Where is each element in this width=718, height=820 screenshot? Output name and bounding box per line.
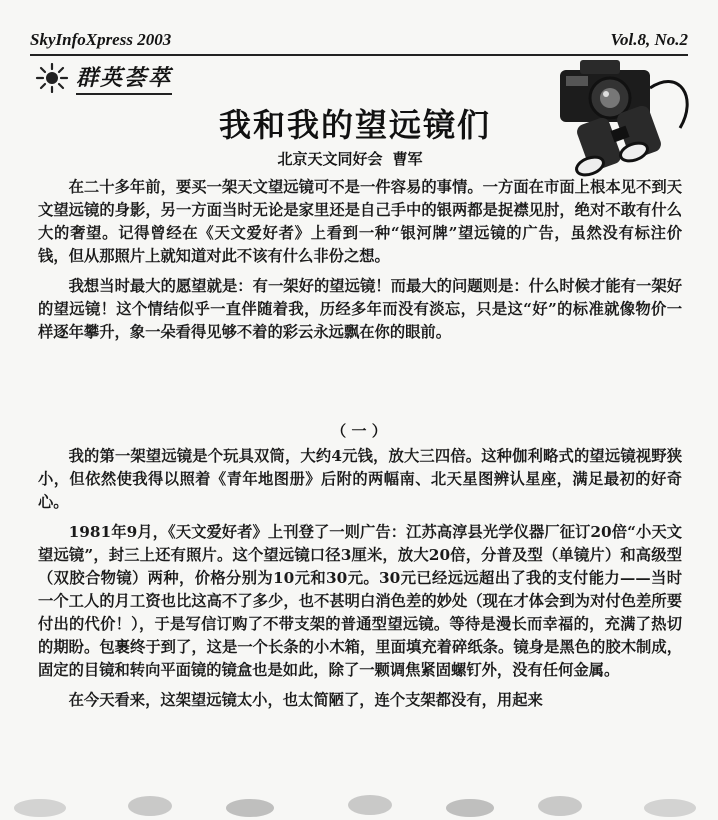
- issue-number: Vol.8, No.2: [610, 30, 688, 49]
- paragraph: 在二十多年前，要买一架天文望远镜可不是一件容易的事情。一方面在市面上根本见不到天文望远镜的身影，另一方面当时无论是家里还是自己手中的银两都是捉襟见肘，绝对不敢有什么大的奢望。记得曾经在《天文爱好者》上看到一种“银河牌”望远镜的广告，虽然没有标注价钱，但从那照片上就知道对此不该有什么非份之想。: [38, 178, 682, 265]
- article-title: 我和我的望远镜们: [218, 106, 491, 144]
- byline: [200, 148, 500, 169]
- section-heading: （ 一 ）: [331, 422, 387, 440]
- article-intro: [38, 176, 682, 351]
- column-heading: [34, 60, 172, 96]
- paragraph: 1981年9月，《天文爱好者》上刊登了一则广告：江苏高淳县光学仪器厂征订20倍“小天文望远镜”，封三上还有照片。这个望远镜口径3厘米，放大20倍，分普及型（单镜片）和高级型（双胶合物镜）两种，价格分别为10元和30元。30元已经远远超出了我的支付能力——当时一个工人的月工资也比这高不了多少，也不甚明白消色差的妙处（现在才体会到为对付色差所要付出的代价！），于是写信订购了不带支架的普通型望远镜。等待是漫长而幸福的，充满了热切的期盼。包裹终于到了，这是一个长条的小木箱，里面填充着碎纸条。镜身是黑色的胶木制成，固定的目镜和转向平面镜的镜盒也是如此，除了一颗调焦紧固螺钉外，没有任何金属。: [38, 523, 682, 679]
- publication-name: SkyInfoXpress 2003: [30, 30, 172, 49]
- column-name: 群英荟萃: [76, 61, 172, 95]
- paragraph: 在今天看来，这架望远镜太小，也太简陋了，连个支架都没有，用起来: [68, 691, 543, 709]
- paragraph: 我想当时最大的愿望就是：有一架好的望远镜！而最大的问题则是：什么时候才能有一架好的望远镜！这个情结似乎一直伴随着我，历经多年而没有淡忘，只是这“好”的标准就像物价一样逐年攀升，象一朵看得见够不着的彩云永远飘在你的眼前。: [38, 277, 682, 341]
- byline-author: 曹军: [392, 150, 423, 168]
- byline-organization: 北京天文同好会: [277, 150, 383, 168]
- paragraph: 我的第一架望远镜是个玩具双筒，大约4元钱，放大三四倍。这种伽利略式的望远镜视野狭小，但依然使我得以照着《青年地图册》后附的两幅南、北天星图辨认星座，满足最初的好奇心。: [38, 447, 682, 511]
- camera-binoculars-illustration: [530, 48, 700, 178]
- decorative-border: [0, 790, 718, 820]
- sun-icon: [34, 63, 70, 93]
- section-one-body: [38, 445, 682, 719]
